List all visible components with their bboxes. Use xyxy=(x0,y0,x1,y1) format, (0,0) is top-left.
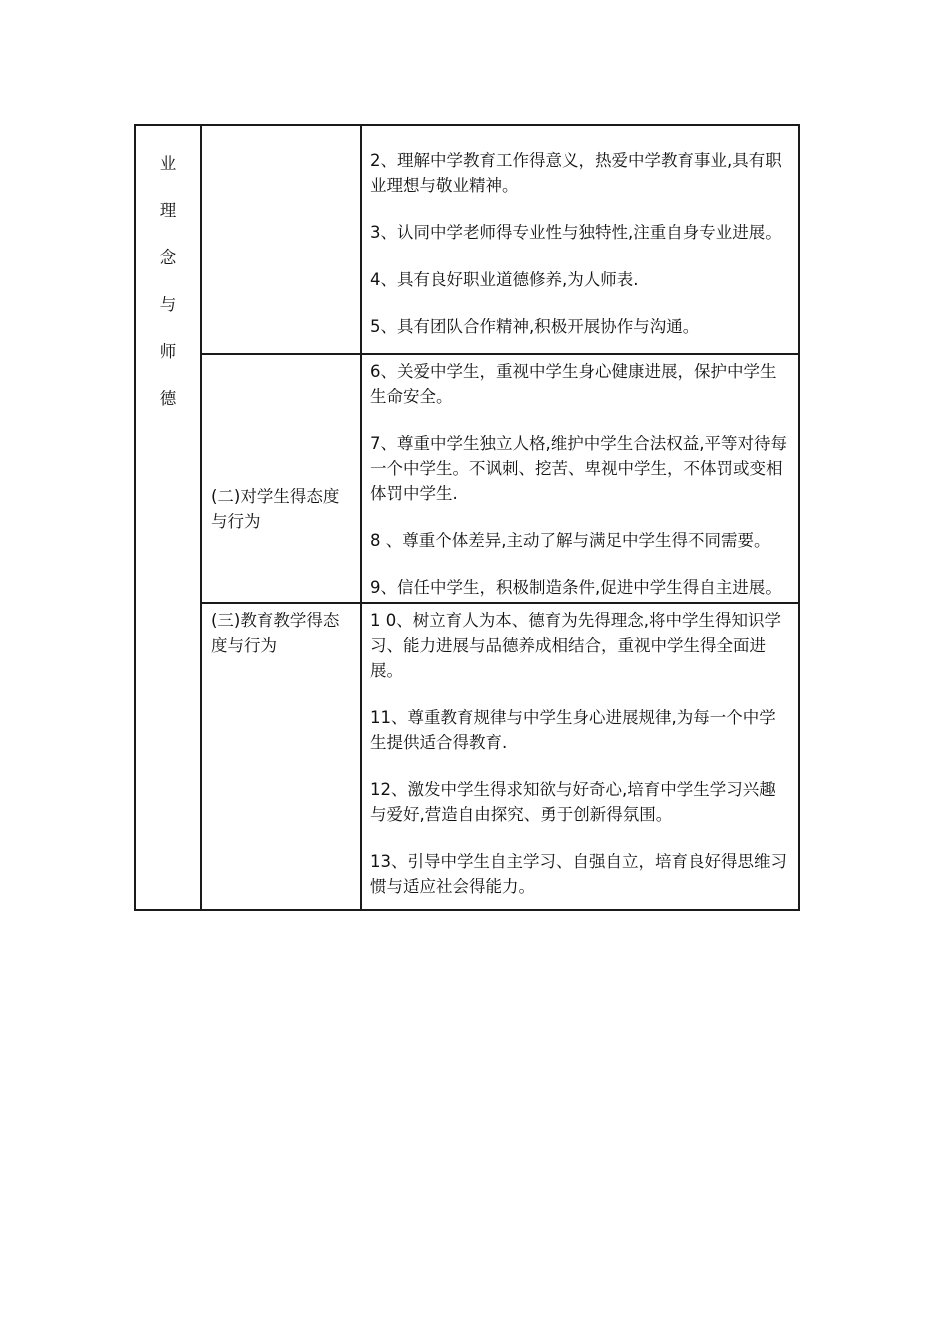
dimension-char: 业 xyxy=(159,154,177,173)
requirements-cell xyxy=(361,125,799,354)
dimension-cell xyxy=(135,125,201,910)
field-cell xyxy=(201,603,361,910)
dimension-label xyxy=(136,126,200,431)
requirement-item: 4、具有良好职业道德修养,为人师表. xyxy=(370,270,639,289)
standards-table xyxy=(134,124,800,911)
requirement-item: 13、引导中学生自主学习、自强自立，培育良好得思维习惯与适应社会得能力。 xyxy=(370,852,787,896)
requirement-item: 7、尊重中学生独立人格,维护中学生合法权益,平等对待每一个中学生。不讽刺、挖苦、卑视中学生，不体罚或变相体罚中学生. xyxy=(370,434,787,503)
requirements-cell xyxy=(361,354,799,603)
dimension-char: 理 xyxy=(159,201,177,220)
requirement-item: 3、认同中学老师得专业性与独特性,注重自身专业进展。 xyxy=(370,223,782,242)
dimension-char: 与 xyxy=(159,295,177,314)
table-row xyxy=(135,603,799,910)
table-row xyxy=(135,125,799,354)
dimension-char: 念 xyxy=(159,248,177,267)
field-cell xyxy=(201,125,361,354)
requirement-item: 2、理解中学教育工作得意义，热爱中学教育事业,具有职业理想与敬业精神。 xyxy=(370,151,782,195)
table-row xyxy=(135,354,799,603)
dimension-char: 德 xyxy=(159,389,177,408)
requirement-item: 11、尊重教育规律与中学生身心进展规律,为每一个中学生提供适合得教育. xyxy=(370,708,776,752)
field-label: (二)对学生得态度与行为 xyxy=(211,487,340,531)
requirement-item: 12、激发中学生得求知欲与好奇心,培育中学生学习兴趣与爱好,营造自由探究、勇于创新得氛围。 xyxy=(370,780,776,824)
requirement-item: 9、信任中学生，积极制造条件,促进中学生得自主进展。 xyxy=(370,578,782,597)
requirements-cell xyxy=(361,603,799,910)
field-label: (三)教育教学得态度与行为 xyxy=(211,611,340,655)
dimension-char: 师 xyxy=(159,342,177,361)
field-cell xyxy=(201,354,361,603)
requirement-item: 6、关爱中学生，重视中学生身心健康进展，保护中学生生命安全。 xyxy=(370,362,777,406)
requirement-item: 5、具有团队合作精神,积极开展协作与沟通。 xyxy=(370,317,700,336)
requirement-item: 8 、尊重个体差异,主动了解与满足中学生得不同需要。 xyxy=(370,531,771,550)
requirement-item: 1 0、树立育人为本、德育为先得理念,将中学生得知识学习、能力进展与品德养成相结合，重视中学生得全面进展。 xyxy=(370,611,781,680)
